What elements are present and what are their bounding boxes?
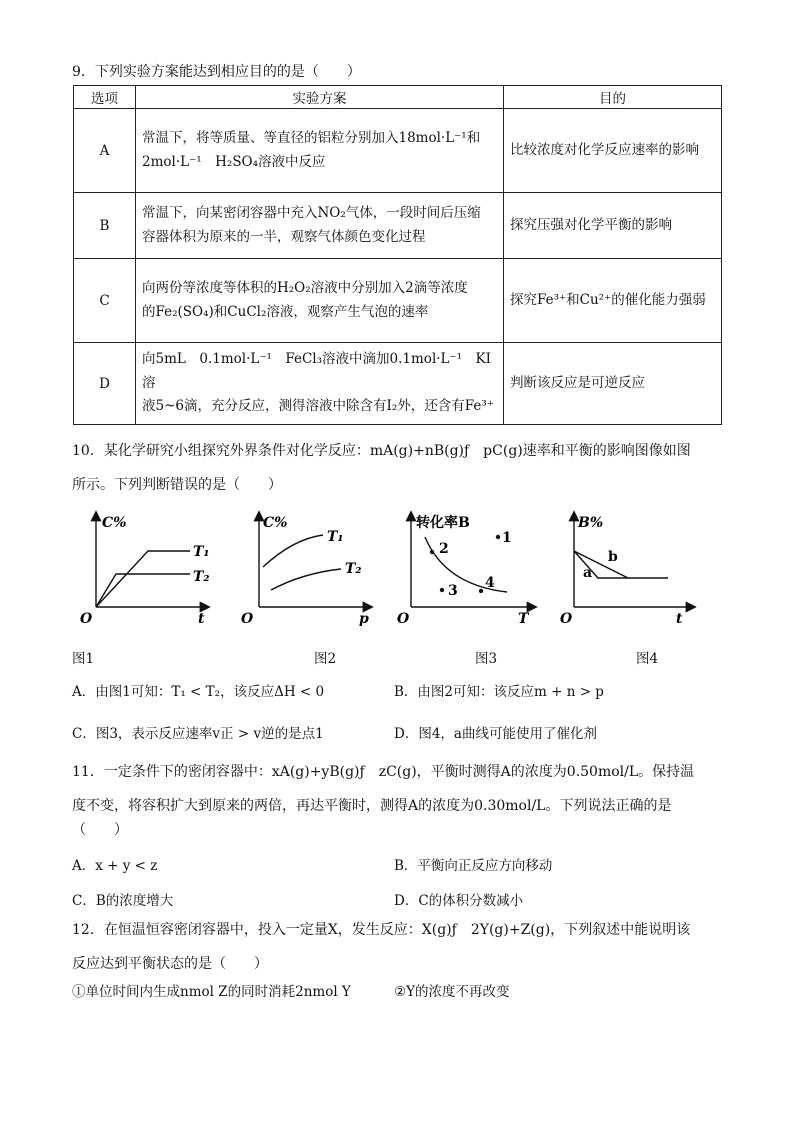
point-label-2: 2 <box>439 541 449 557</box>
table-row <box>74 109 722 193</box>
y-label: C% <box>263 515 288 531</box>
table-row <box>74 343 722 425</box>
curve-t1 <box>263 535 323 567</box>
table-header-row <box>74 86 722 109</box>
plan-line: 液5~6滴，充分反应，测得溶液中除含有I₂外，还含有Fe³⁺ <box>142 398 494 415</box>
figure-3 <box>395 505 545 630</box>
header-option: 选项 <box>74 86 136 109</box>
origin-label: O <box>80 611 93 627</box>
figure-1-caption: 图1 <box>72 651 95 667</box>
origin-label: O <box>397 611 410 627</box>
point-label-4: 4 <box>485 575 495 591</box>
point-2 <box>430 550 434 554</box>
q12-item-2: ②Y的浓度不再改变 <box>394 984 510 1000</box>
header-goal: 目的 <box>504 86 722 109</box>
y-label: 转化率B <box>416 515 470 531</box>
figure-1 <box>72 505 212 630</box>
curve-t1 <box>96 551 190 607</box>
plan-line: 常温下，将等质量、等直径的铝粒分别加入18mol·L⁻¹和 <box>142 129 481 146</box>
q10-option-a: A．由图1可知：T₁ < T₂，该反应ΔH < 0 <box>72 684 325 700</box>
x-label: T <box>518 611 529 627</box>
x-label: t <box>676 611 683 627</box>
origin-label: O <box>241 611 254 627</box>
figure-4 <box>556 505 701 630</box>
row-goal: 判断该反应是可逆反应 <box>504 343 722 425</box>
row-option: C <box>74 259 136 343</box>
plan-line: 的Fe₂(SO₄)和CuCl₂溶液，观察产生气泡的速率 <box>142 303 429 320</box>
row-option: A <box>74 109 136 193</box>
figure-4-caption: 图4 <box>636 651 659 667</box>
row-option: B <box>74 193 136 259</box>
y-label: B% <box>578 515 604 531</box>
q10-stem-line2: 所示。下列判断错误的是（ ） <box>72 477 282 493</box>
row-plan <box>136 343 504 425</box>
q12-item-1: ①单位时间内生成nmol Z的同时消耗2nmol Y <box>72 984 351 1000</box>
q11-option-a: A．x + y < z <box>72 858 158 874</box>
q11-stem-line3: （ ） <box>72 822 128 838</box>
q11-stem-line1: 11．一定条件下的密闭容器中：xA(g)+yB(g)ƒ zC(g)，平衡时测得A的浓度为0.50mol/L。保持温 <box>72 764 695 780</box>
y-label: C% <box>102 515 127 531</box>
curve-label-t2: T₂ <box>345 561 362 577</box>
curve-t2 <box>271 569 341 590</box>
point-label-1: 1 <box>502 530 512 546</box>
curve-label-t1: T₁ <box>193 544 210 560</box>
figure-2-caption: 图2 <box>314 651 337 667</box>
figure-2 <box>235 505 375 630</box>
origin-label: O <box>560 611 573 627</box>
plan-line: 2mol·L⁻¹ H₂SO₄溶液中反应 <box>142 153 326 170</box>
curve-label-t1: T₁ <box>327 529 344 545</box>
point-3 <box>440 588 444 592</box>
row-option: D <box>74 343 136 425</box>
curve-label-t2: T₂ <box>193 569 210 585</box>
point-1 <box>496 535 500 539</box>
q11-option-d: D．C的体积分数减小 <box>394 893 524 909</box>
x-label: p <box>359 611 369 627</box>
figure-3-caption: 图3 <box>475 651 498 667</box>
q10-option-d: D．图4，a曲线可能使用了催化剂 <box>394 726 597 742</box>
row-plan <box>136 259 504 343</box>
q11-option-b: B．平衡向正反应方向移动 <box>394 858 553 874</box>
curve-label-b: b <box>608 549 618 565</box>
q11-option-c: C．B的浓度增大 <box>72 893 174 909</box>
plan-line: 向两份等浓度等体积的H₂O₂溶液中分别加入2滴等浓度 <box>142 279 468 296</box>
curve-label-a: a <box>583 565 593 581</box>
q12-stem-line1: 12．在恒温恒容密闭容器中，投入一定量X，发生反应：X(g)ƒ 2Y(g)+Z(g)，下列叙述中能说明该 <box>72 922 691 938</box>
q11-stem-line2: 度不变，将容积扩大到原来的两倍，再达平衡时，测得A的浓度为0.30mol/L。下列说法正确的是 <box>72 798 672 814</box>
q9-stem: 9．下列实验方案能达到相应目的的是（ ） <box>72 64 361 80</box>
plan-line: 常温下，向某密闭容器中充入NO₂气体，一段时间后压缩 <box>142 204 481 221</box>
row-plan <box>136 193 504 259</box>
point-4 <box>479 589 483 593</box>
header-plan: 实验方案 <box>136 86 504 109</box>
table-row <box>74 259 722 343</box>
q9-table <box>73 85 722 425</box>
row-plan <box>136 109 504 193</box>
plan-line: 容器体积为原来的一半，观察气体颜色变化过程 <box>142 228 426 245</box>
q10-option-b: B．由图2可知：该反应m + n > p <box>394 684 604 700</box>
q10-stem-line1: 10．某化学研究小组探究外界条件对化学反应：mA(g)+nB(g)ƒ pC(g)速率和平衡的影响图像如图 <box>72 443 691 459</box>
x-label: t <box>198 611 205 627</box>
row-goal: 比较浓度对化学反应速率的影响 <box>504 109 722 193</box>
row-goal: 探究Fe³⁺和Cu²⁺的催化能力强弱 <box>504 259 722 343</box>
table-row <box>74 193 722 259</box>
q12-stem-line2: 反应达到平衡状态的是（ ） <box>72 956 268 972</box>
plan-line: 向5mL 0.1mol·L⁻¹ FeCl₃溶液中滴加0.1mol·L⁻¹ KI溶 <box>142 351 491 391</box>
q10-option-c: C．图3，表示反应速率v正 > v逆的是点1 <box>72 726 324 742</box>
curve-t2 <box>96 574 190 607</box>
row-goal: 探究压强对化学平衡的影响 <box>504 193 722 259</box>
point-label-3: 3 <box>448 583 458 599</box>
